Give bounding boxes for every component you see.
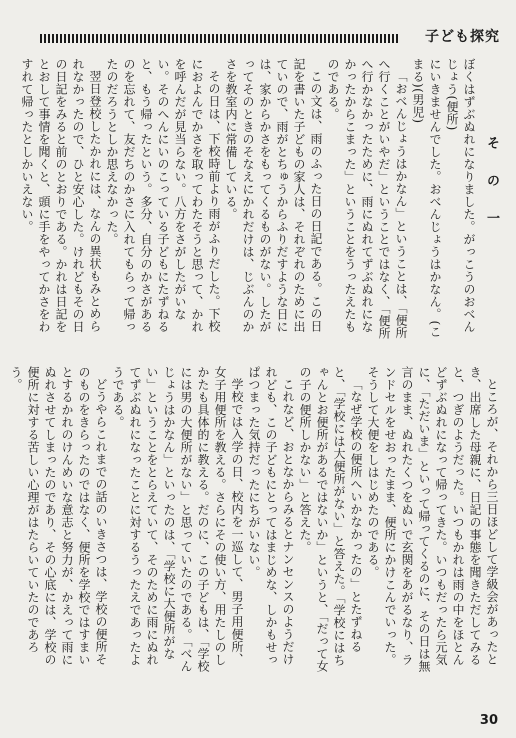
paragraph: 学校では入学の日、校内を一巡して、男子用便所、女子用便所を教える。さらにその使い方、用たしのしかたも具体的に教える。だのに、この子どもは、「学校には男の大便所がない」と思っていたのである。「べんじょうはかなん」といったのは、「学校に大便所がない」ということをとらえていて、そのために雨にぬれてずぶぬれになったことに対するうったえであったようである。 — [111, 366, 244, 673]
paragraph: どうやらこれまでの話のいきさつは、学校の便所そのものをきらったのではなく、便所を学校ではすまいとするかれのけんめいな意志と努力が、かえって雨にぬれさせてしまったのであり、その心底には、学校の便所に対する苦しい心理がはたらいていたのであろう。 — [9, 366, 108, 666]
paragraph: 「なぜ学校の便所へいかなかったの」とたずねると、「学校には大便所がない」と答えた。「学校にはちゃんとお便所があるではないか」というと、「だって女の子の便所しかない」と答えた。 — [298, 366, 363, 673]
paragraph: 「おべんじょうはかなん」ということは、「便所へ行くことがいやだ」ということではなく、「便所へ行かなかったために、雨にぬれてずぶぬれになかったからこまった」ということをうったえたものである。 — [326, 58, 408, 340]
lower-text-block — [9, 366, 500, 676]
upper-text-block — [20, 58, 500, 344]
paragraph: この文は、雨のふった日の日記である。この日記を書いた子どもの家人は、それぞれのために出ていので、雨がとちゅうからふりだすような日には、家からかさをもってくるものがない。したがってそのときのそなえにかれだけは、じぶんのかさを教室内に常備している。 — [224, 58, 323, 333]
paragraph: その日は、下校時前より雨がふりだした。下校におよんでかさを取ってわたそうと思って、かれを呼んだが見当らない。八方をさがしたがいない。そのへんにいのこっている子どもにたずねると、もう帰ったという。多分、自分のかさがあるのを忘れて、友だちのかさに入れてもらって帰ったのだろうとしか思えなかった。 — [105, 58, 221, 333]
paragraph: 翌日登校したかれには、なんの異状もみとめられなかったので、ひと安心した。けれどもその日の日記をみると前のとおりである。かれは日記をとおして事情を聞くと、頭に手をやってかさをわすれて帰ったとしかいえない。 — [20, 58, 102, 333]
paragraph: ところが、それから三日ほどして学級会があったとき、出席した母親に、日記の事態を聞きただしてみると、つぎのようだった。いつもかれは雨の中をほとんどずぶぬれになって帰ってきた。いつもだったら元気に、「ただいま」といって帰ってくるのに、その日は無言のまま、ぬれたくつをぬいで玄関をあがるなり、ランドセルをせおったまま、便所にかけこんでいった。そうして大便をしはじめたのである。 — [366, 366, 499, 673]
section-header-title: 子ども探究 — [425, 29, 500, 45]
quote-line-1: ぼくはずぶぬれになりました。がっこうのおべんじょう(便所) — [445, 58, 476, 333]
header-rule — [40, 34, 400, 43]
page-number: 30 — [479, 713, 498, 728]
quote-line-2: にいきませんでした。おべんじょうはかなん。(こまる)(男児) — [411, 58, 442, 339]
paragraph: これなど、おとなからみるとナンセンスのようだけれども、この子どもにとってはまじめな、しかもせっぱつまった気持だったにちがいない。 — [247, 366, 295, 666]
section-heading: そ の 一 — [484, 136, 499, 235]
